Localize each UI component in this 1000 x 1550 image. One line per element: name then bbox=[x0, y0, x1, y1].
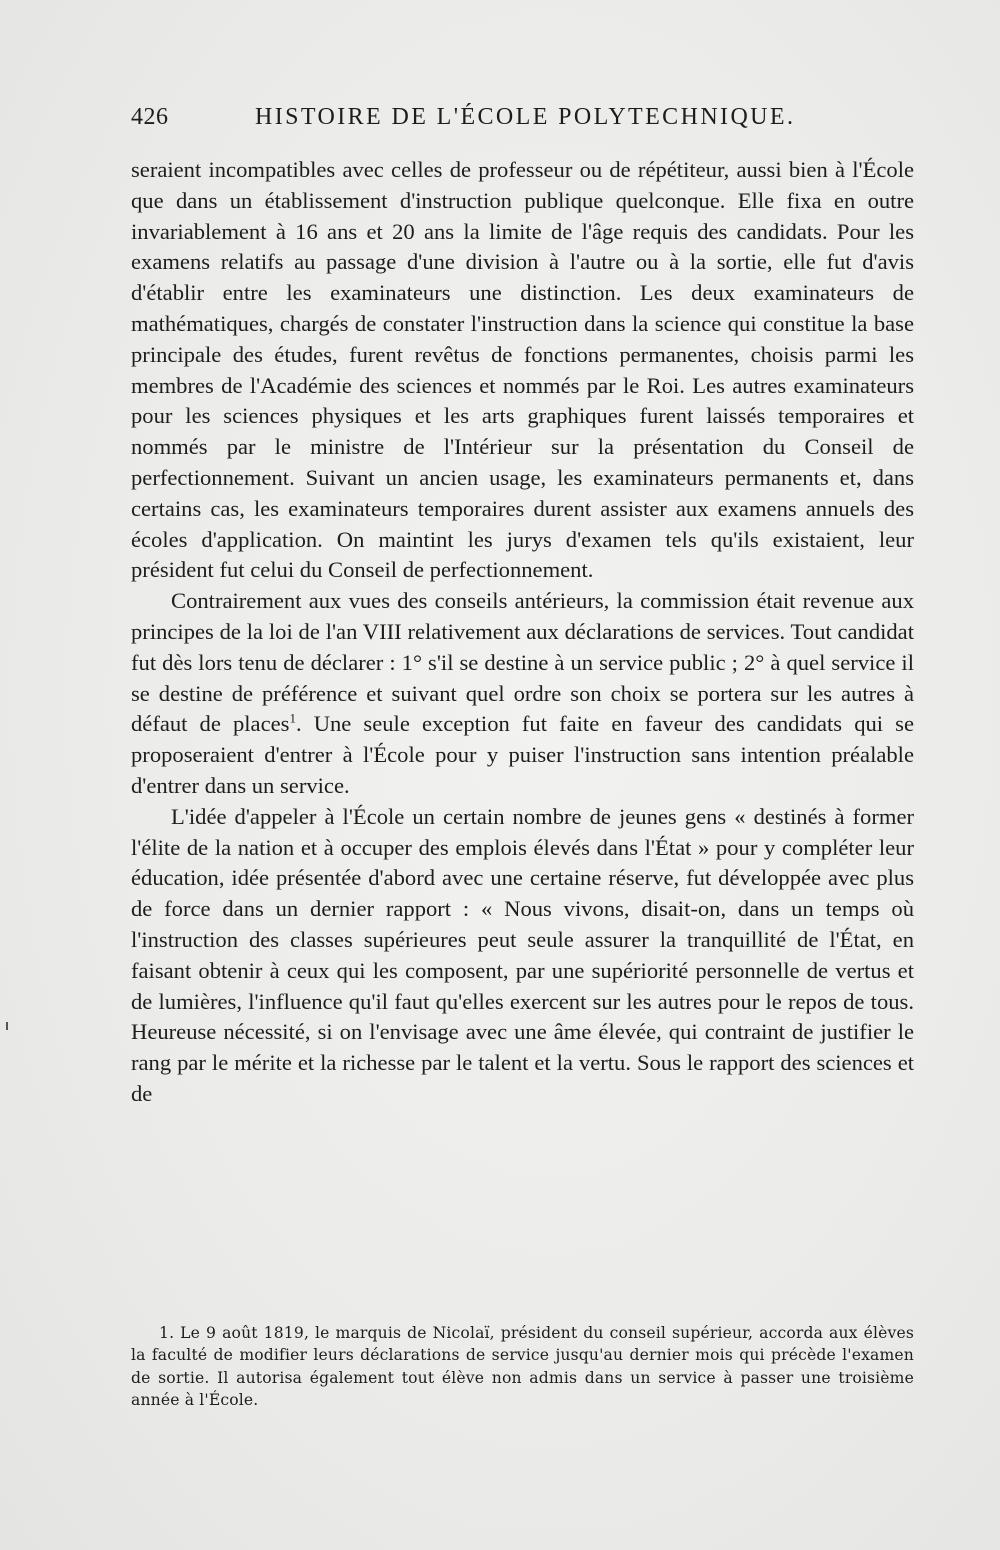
page-header bbox=[131, 104, 891, 140]
footnote bbox=[131, 1322, 914, 1412]
footnote-body bbox=[131, 1322, 914, 1412]
paragraph-2-text-after-ref: . Une seule exception fut faite en faveur des candidats qui se proposeraient d'entrer à l'École pour y puiser l'instruction sans intention préalable d'entrer dans un service. bbox=[131, 711, 914, 798]
footnote-text: Le 9 août 1819, le marquis de Nicolaï, président du conseil supérieur, accorda aux élèves la faculté de modifier leurs déclarations de service jusqu'au dernier mois qui précède l'examen de sortie. Il autorisa également tout élève non admis dans un service à passer une troisième année à l'École. bbox=[131, 1324, 914, 1410]
paragraph-2-text-before-ref: Contrairement aux vues des conseils antérieurs, la commission était revenue aux principes de la loi de l'an VIII relativement aux déclarations de services. Tout candidat fut dès lors tenu de déclarer : 1° s'il se destine à un service public ; 2° à quel service il se destine de préférence et suivant quel ordre son choix se portera sur les autres à défaut de places bbox=[131, 588, 914, 737]
paragraph-2 bbox=[131, 586, 914, 802]
paragraph-1: seraient incompatibles avec celles de professeur ou de répétiteur, aussi bien à l'École que dans un établissement d'instruction publique quelconque. Elle fixa en outre invariablement à 16 ans et 20 ans la limite de l'âge requis des candidats. Pour les examens relatifs au passage d'une division à l'autre ou à la sortie, elle fut d'avis d'établir entre les examinateurs une distinction. Les deux examinateurs de mathématiques, chargés de constater l'instruction dans la science qui constitue la base principale des études, furent revêtus de fonctions permanentes, choisis parmi les membres de l'Académie des sciences et nommés par le Roi. Les autres examinateurs pour les sciences physiques et les arts graphiques furent laissés temporaires et nommés par le ministre de l'Intérieur sur la présentation du Conseil de perfectionnement. Suivant un ancien usage, les examinateurs permanents et, dans certains cas, les examinateurs temporaires durent assister aux examens annuels des écoles d'application. On maintint les jurys d'examen tels qu'ils existaient, leur président fut celui du Conseil de perfectionnement. bbox=[131, 157, 914, 583]
body-text bbox=[131, 155, 914, 1110]
page-number: 426 bbox=[131, 104, 169, 130]
paragraph-3: L'idée d'appeler à l'École un certain nombre de jeunes gens « destinés à former l'élite de la nation et à occuper des emplois élevés dans l'État » pour y compléter leur éducation, idée présentée d'abord avec une certaine réserve, fut développée avec plus de force dans un dernier rapport : « Nous vivons, disait-on, dans un temps où l'instruction des classes supérieures peut seule assurer la tranquillité de l'État, en faisant obtenir à ceux qui les composent, par une supériorité personnelle de vertus et de lumières, l'influence qu'il faut qu'elles exercent sur les autres pour le repos de tous. Heureuse nécessité, si on l'envisage avec une âme élevée, qui contraint de justifier le rang par le mérite et la richesse par le talent et la vertu. Sous le rapport des sciences et de bbox=[131, 803, 914, 1106]
margin-mark bbox=[6, 1022, 8, 1030]
running-title: HISTOIRE DE L'ÉCOLE POLYTECHNIQUE. bbox=[255, 104, 796, 130]
footnote-number: 1. bbox=[159, 1324, 175, 1342]
footnote-reference: 1 bbox=[289, 710, 296, 726]
